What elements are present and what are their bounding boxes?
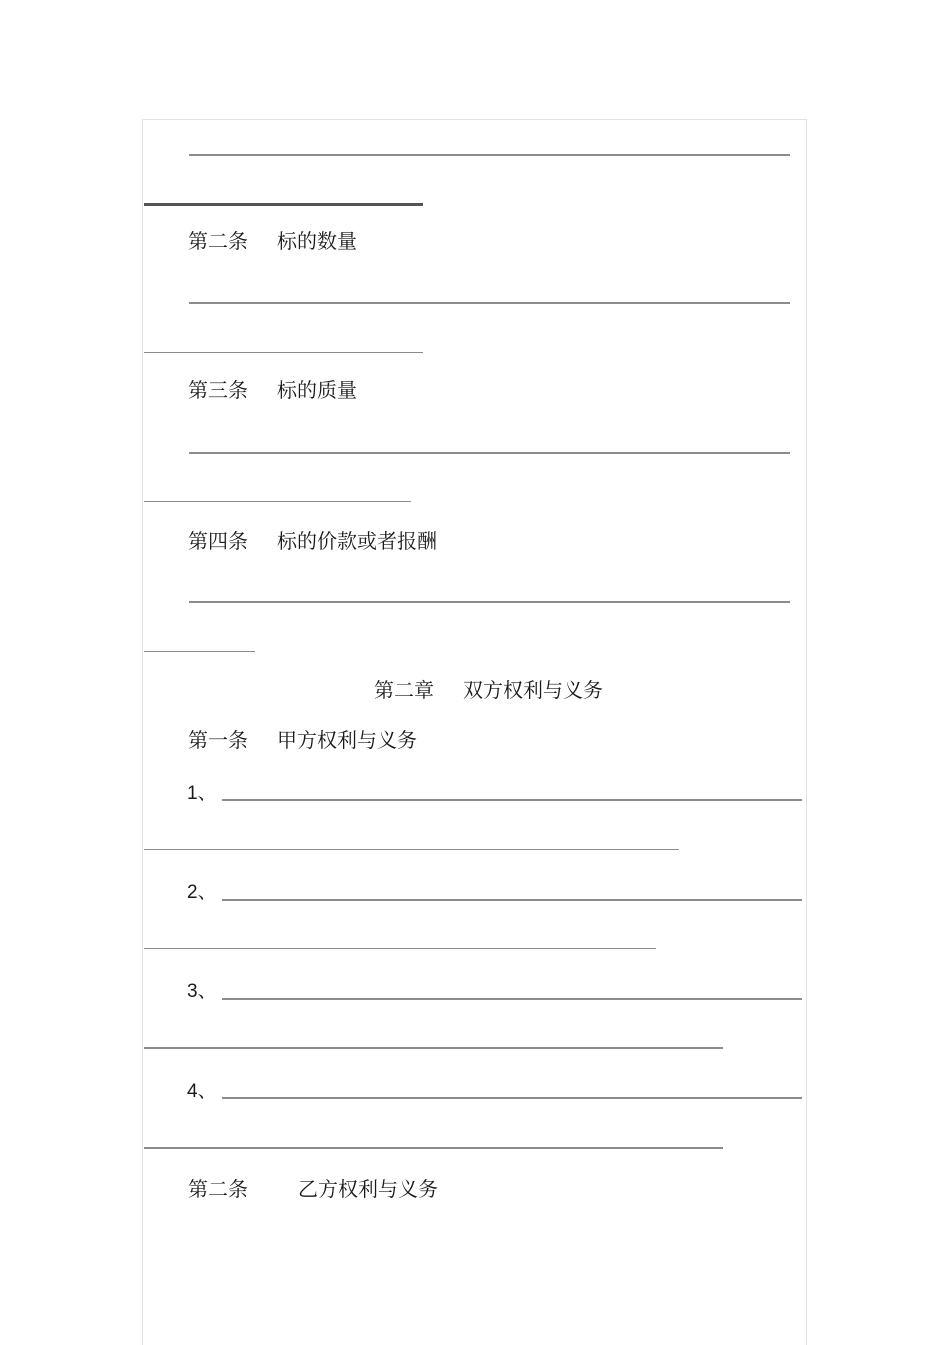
article-label: 第二条 xyxy=(188,229,248,253)
article-title: 标的质量 xyxy=(277,378,357,402)
article-heading xyxy=(188,1177,438,1201)
chapter-heading xyxy=(374,678,603,702)
article-title: 甲方权利与义务 xyxy=(277,728,417,752)
blank-line xyxy=(189,154,790,156)
chapter-title: 双方权利与义务 xyxy=(463,678,603,702)
item-marker: 4、 xyxy=(187,1081,217,1102)
item-marker: 1、 xyxy=(187,783,217,804)
article-label: 第三条 xyxy=(188,378,248,402)
article-label: 第二条 xyxy=(188,1177,248,1201)
blank-line xyxy=(189,601,790,603)
article-label: 第四条 xyxy=(188,529,248,553)
blank-line xyxy=(144,651,255,652)
blank-line xyxy=(222,998,802,1000)
article-heading xyxy=(188,229,357,253)
chapter-label: 第二章 xyxy=(374,678,434,702)
article-title: 乙方权利与义务 xyxy=(298,1177,438,1201)
article-heading xyxy=(188,378,357,402)
blank-line xyxy=(144,203,423,206)
blank-line xyxy=(189,452,790,454)
blank-line xyxy=(222,1097,802,1099)
blank-line xyxy=(144,501,411,502)
article-heading xyxy=(188,728,417,752)
blank-line xyxy=(144,1147,723,1149)
item-marker: 3、 xyxy=(187,981,217,1002)
blank-line xyxy=(189,302,790,304)
item-marker: 2、 xyxy=(187,882,217,903)
article-title: 标的价款或者报酬 xyxy=(277,529,437,553)
blank-line xyxy=(222,899,802,901)
blank-line xyxy=(144,849,679,850)
blank-line xyxy=(222,799,802,801)
article-heading xyxy=(188,529,437,553)
blank-line xyxy=(144,948,656,949)
blank-line xyxy=(144,352,423,353)
blank-line xyxy=(144,1047,723,1049)
article-title: 标的数量 xyxy=(277,229,357,253)
article-label: 第一条 xyxy=(188,728,248,752)
